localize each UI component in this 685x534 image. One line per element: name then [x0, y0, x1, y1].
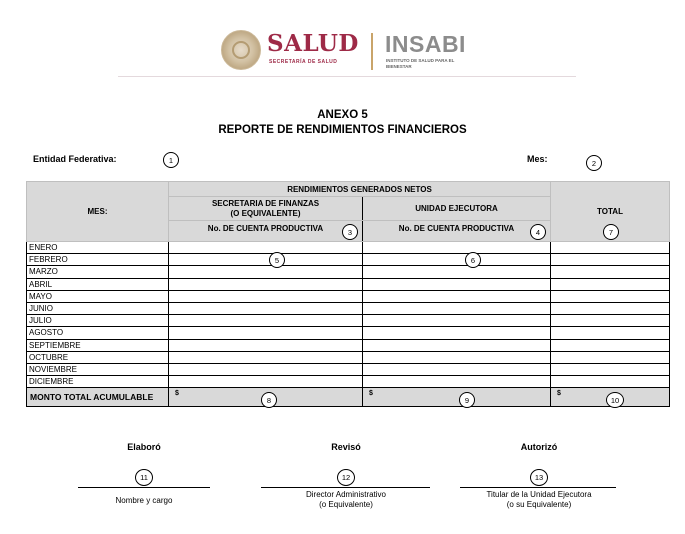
table-row [27, 254, 670, 266]
marker-6: 6 [465, 252, 481, 268]
total-cell[interactable] [551, 315, 670, 327]
total-cell[interactable] [551, 339, 670, 351]
currency-symbol: $ [175, 390, 179, 398]
secretaria-cell[interactable] [169, 315, 363, 327]
secretaria-cell[interactable] [169, 363, 363, 375]
secretaria-cell[interactable] [169, 327, 363, 339]
header-secretaria-label: SECRETARIA DE FINANZAS [211, 198, 320, 208]
signature-caption-line1: Nombre y cargo [115, 496, 173, 505]
unidad-cell[interactable] [363, 302, 551, 314]
marker-10: 10 [606, 392, 624, 408]
total-cell[interactable] [551, 327, 670, 339]
month-label: AGOSTO [27, 327, 169, 339]
header-logos [218, 28, 478, 72]
unidad-cell[interactable] [363, 351, 551, 363]
unidad-cell[interactable] [363, 242, 551, 254]
table-row [27, 376, 670, 388]
month-label: NOVIEMBRE [27, 363, 169, 375]
secretaria-cell[interactable] [169, 278, 363, 290]
unidad-cell[interactable] [363, 363, 551, 375]
table-row [27, 315, 670, 327]
header-secretaria [169, 197, 363, 221]
month-label: FEBRERO [27, 254, 169, 266]
secretaria-cell[interactable] [169, 302, 363, 314]
header-rendimientos: RENDIMIENTOS GENERADOS NETOS [169, 182, 551, 197]
header-unidad: UNIDAD EJECUTORA [363, 197, 551, 221]
signature-caption [459, 490, 619, 510]
table-row [27, 266, 670, 278]
month-label: ENERO [27, 242, 169, 254]
unidad-cell[interactable] [363, 290, 551, 302]
document-title: ANEXO 5 [317, 109, 368, 121]
salud-logo-text: SALUD [267, 30, 359, 57]
logo-divider [371, 33, 373, 70]
month-label: JULIO [27, 315, 169, 327]
table-row [27, 339, 670, 351]
unidad-cell[interactable] [363, 254, 551, 266]
marker-7: 7 [603, 224, 619, 240]
marker-4: 4 [530, 224, 546, 240]
mes-label: Mes: [527, 154, 548, 164]
unidad-cell[interactable] [363, 278, 551, 290]
header-rule [118, 76, 576, 77]
secretaria-cell[interactable] [169, 376, 363, 388]
marker-1: 1 [163, 152, 179, 168]
table-row [27, 302, 670, 314]
unidad-cell[interactable] [363, 339, 551, 351]
insabi-logo-subtext: INSTITUTO DE SALUD PARA EL BIENESTAR [386, 58, 455, 69]
total-cell[interactable] [551, 290, 670, 302]
total-cell[interactable] [551, 266, 670, 278]
table-row [27, 242, 670, 254]
marker-8: 8 [261, 392, 277, 408]
signature-marker: 13 [530, 469, 548, 486]
table-row [27, 290, 670, 302]
secretaria-cell[interactable] [169, 266, 363, 278]
total-row [27, 388, 670, 407]
header-mes: MES: [27, 182, 169, 242]
secretaria-cell[interactable] [169, 351, 363, 363]
month-label: OCTUBRE [27, 351, 169, 363]
month-label: MARZO [27, 266, 169, 278]
signature-line[interactable] [261, 487, 430, 488]
unidad-cell[interactable] [363, 327, 551, 339]
total-cell[interactable] [551, 376, 670, 388]
secretaria-cell[interactable] [169, 242, 363, 254]
signature-title: Autorizó [520, 442, 558, 452]
header-cuenta-1: No. DE CUENTA PRODUCTIVA [169, 221, 363, 242]
signature-line[interactable] [78, 487, 210, 488]
signature-marker: 12 [337, 469, 355, 486]
total-cell[interactable] [551, 363, 670, 375]
total-cell[interactable] [551, 351, 670, 363]
signature-marker: 11 [135, 469, 153, 486]
table-row [27, 278, 670, 290]
month-label: MAYO [27, 290, 169, 302]
marker-5: 5 [269, 252, 285, 268]
unidad-cell[interactable] [363, 376, 551, 388]
total-label: MONTO TOTAL ACUMULABLE [27, 388, 169, 407]
month-label: ABRIL [27, 278, 169, 290]
signature-caption-line2: (o su Equivalente) [506, 500, 572, 509]
currency-symbol: $ [557, 390, 561, 398]
signature-caption [64, 496, 224, 506]
signature-caption-line2: (o Equivalente) [319, 500, 373, 509]
marker-2: 2 [586, 155, 602, 171]
header-total-label: TOTAL [597, 207, 623, 216]
month-label: SEPTIEMBRE [27, 339, 169, 351]
month-label: DICIEMBRE [27, 376, 169, 388]
signature-title: Elaboró [127, 442, 161, 452]
total-cell[interactable] [551, 278, 670, 290]
signature-caption [266, 490, 426, 510]
mexico-seal-logo [221, 30, 261, 70]
salud-logo-subtext: SECRETARÍA DE SALUD [269, 59, 338, 65]
total-cell[interactable] [551, 302, 670, 314]
header-cuenta-2: No. DE CUENTA PRODUCTIVA [363, 221, 551, 242]
signature-title: Revisó [331, 442, 361, 452]
month-label: JUNIO [27, 302, 169, 314]
table-row [27, 327, 670, 339]
unidad-cell[interactable] [363, 315, 551, 327]
secretaria-cell[interactable] [169, 339, 363, 351]
total-unidad-cell[interactable] [363, 388, 551, 407]
signature-caption-line1: Director Administrativo [305, 490, 387, 499]
marker-3: 3 [342, 224, 358, 240]
total-cell[interactable] [551, 254, 670, 266]
table-row [27, 363, 670, 375]
signature-caption-line1: Titular de la Unidad Ejecutora [486, 490, 592, 499]
entidad-federativa-label: Entidad Federativa: [33, 154, 117, 164]
insabi-logo-text: INSABI [385, 31, 466, 57]
total-cell[interactable] [551, 242, 670, 254]
table-row [27, 351, 670, 363]
secretaria-cell[interactable] [169, 290, 363, 302]
signature-line[interactable] [460, 487, 616, 488]
document-subtitle: REPORTE DE RENDIMIENTOS FINANCIEROS [218, 124, 467, 136]
marker-9: 9 [459, 392, 475, 408]
rendimientos-table [26, 181, 670, 407]
currency-symbol: $ [369, 390, 373, 398]
header-secretaria-sublabel: (O EQUIVALENTE) [230, 208, 301, 218]
secretaria-cell[interactable] [169, 254, 363, 266]
unidad-cell[interactable] [363, 266, 551, 278]
